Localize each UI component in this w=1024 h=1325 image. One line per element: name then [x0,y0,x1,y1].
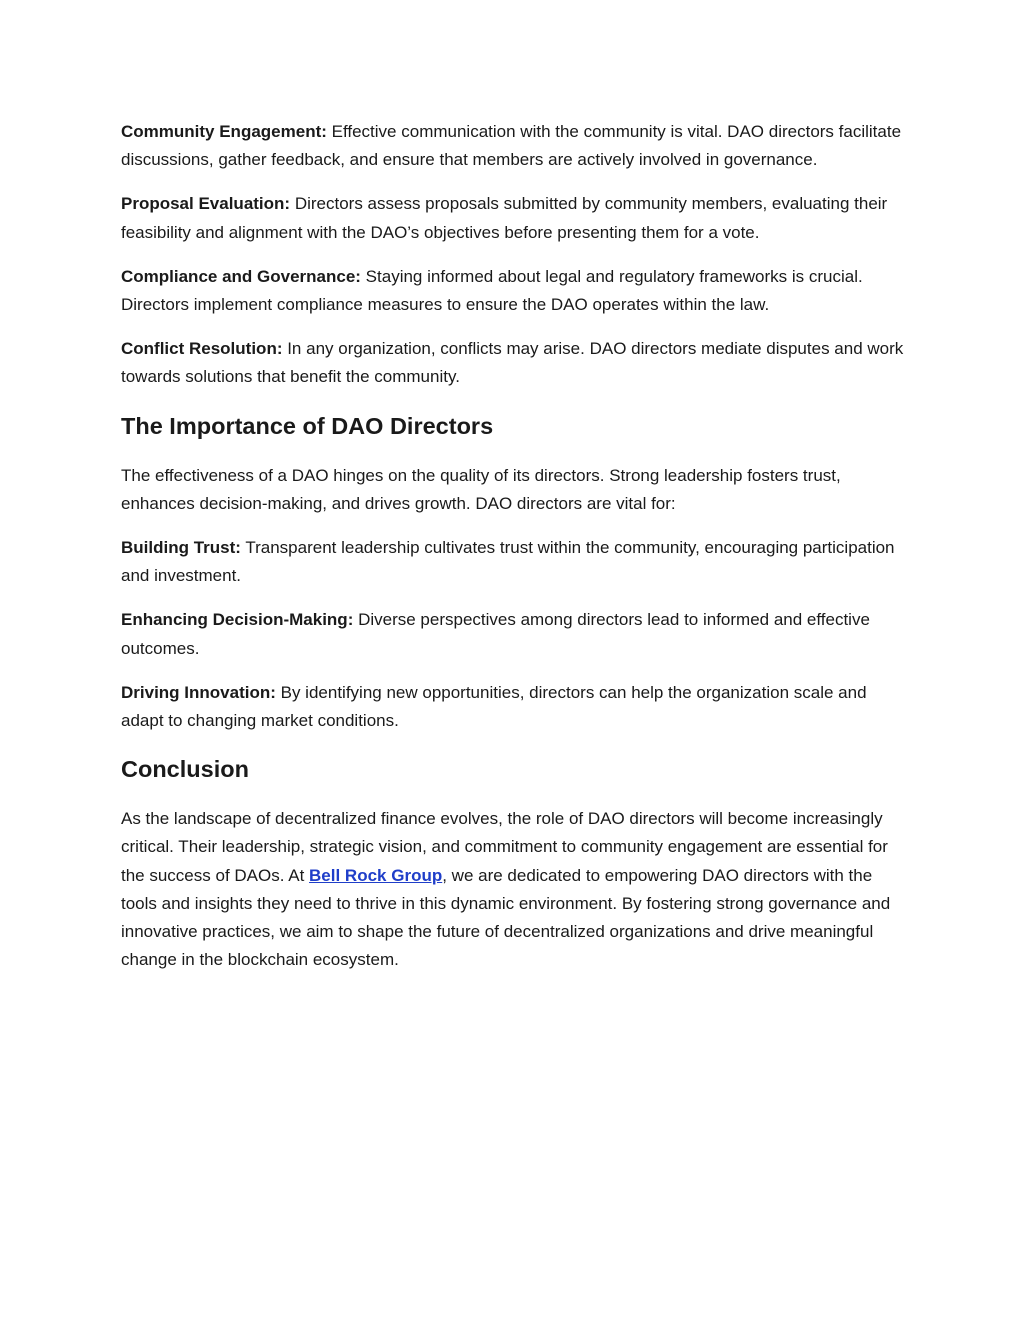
lead-compliance-governance: Compliance and Governance: [121,266,361,286]
paragraph-conclusion [121,805,911,974]
document-page [121,118,911,990]
lead-building-trust: Building Trust: [121,538,241,558]
paragraph-importance-intro: The effectiveness of a DAO hinges on the quality of its directors. Strong leadership fosters trust, enhances decision-making, and drives growth. DAO directors are vital for: [121,465,841,513]
lead-community-engagement: Community Engagement: [121,122,327,141]
paragraph-proposal-evaluation [121,190,911,246]
lead-proposal-evaluation: Proposal Evaluation: [121,194,291,214]
bell-rock-group-link[interactable]: Bell Rock Group [309,865,443,885]
text-driving-innovation: By identifying new opportunities, directors can help the organization scale and adapt to changing market conditions. [121,682,867,731]
paragraph-enhancing-decision-making [121,606,911,662]
heading-importance: The Importance of DAO Directors [121,412,494,439]
paragraph-compliance-governance [121,263,911,319]
text-building-trust: Transparent leadership cultivates trust within the community, encouraging participation and investment. [121,538,895,586]
paragraph-community-engagement [121,118,911,174]
text-conflict-resolution: In any organization, conflicts may arise. DAO directors mediate disputes and work towards solutions that benefit the community. [121,339,904,387]
text-compliance-governance: Staying informed about legal and regulatory frameworks is crucial. Directors implement compliance measures to ensure the DAO operates within the law. [121,266,863,315]
heading-conclusion: Conclusion [121,756,249,783]
text-conclusion-before: As the landscape of decentralized finance evolves, the role of DAO directors will become increasingly critical. Their leadership, strategic vision, and commitment to community engagement are essential for the success of DAOs. At [121,809,888,885]
text-enhancing-decision-making: Diverse perspectives among directors lead to informed and effective outcomes. [121,610,870,658]
paragraph-driving-innovation [121,679,911,735]
text-proposal-evaluation: Directors assess proposals submitted by community members, evaluating their feasibility and alignment with the DAO’s objectives before presenting them for a vote. [121,194,888,242]
text-community-engagement: Effective communication with the community is vital. DAO directors facilitate discussions, gather feedback, and ensure that members are actively involved in governance. [121,122,902,170]
lead-conflict-resolution: Conflict Resolution: [121,339,283,359]
paragraph-building-trust [121,534,911,590]
lead-enhancing-decision-making: Enhancing Decision-Making: [121,610,354,630]
paragraph-conflict-resolution [121,335,911,391]
lead-driving-innovation: Driving Innovation: [121,682,276,702]
text-conclusion-after: , we are dedicated to empowering DAO directors with the tools and insights they need to thrive in this dynamic environment. By fostering strong governance and innovative practices, we aim to shape the future of decentralized organizations and drive meaningful change in the blockchain ecosystem. [121,865,891,970]
